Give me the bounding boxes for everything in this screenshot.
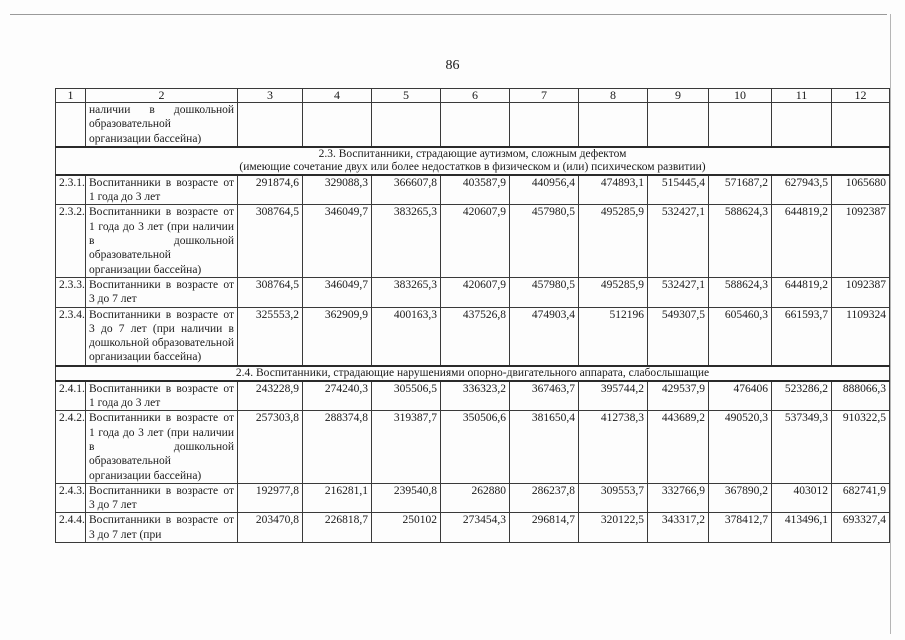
value-cell: 512196 — [579, 307, 648, 366]
row-number: 2.4.1. — [56, 381, 86, 411]
section-title — [56, 147, 890, 175]
value-cell: 437526,8 — [441, 307, 510, 366]
row-number: 2.4.4. — [56, 513, 86, 543]
value-cell: 588624,3 — [709, 277, 772, 307]
row-description: Воспитанники в возрасте от 3 до 7 лет (при — [86, 513, 238, 543]
value-cell: 495285,9 — [579, 277, 648, 307]
section-title — [56, 366, 890, 381]
value-cell: 440956,4 — [510, 175, 579, 205]
section-title-line: 2.3. Воспитанники, страдающие аутизмом, сложным дефектом — [318, 147, 627, 160]
value-cell: 216281,1 — [303, 483, 372, 513]
value-cell: 325553,2 — [238, 307, 303, 366]
value-cell — [510, 103, 579, 147]
table-row — [56, 175, 890, 205]
value-cell: 627943,5 — [772, 175, 832, 205]
value-cell: 537349,3 — [772, 411, 832, 483]
value-cell: 420607,9 — [441, 277, 510, 307]
header-cell: 3 — [238, 89, 303, 103]
value-cell: 523286,2 — [772, 381, 832, 411]
value-cell: 1092387 — [832, 277, 890, 307]
value-cell: 403012 — [772, 483, 832, 513]
value-cell — [832, 103, 890, 147]
value-cell: 296814,7 — [510, 513, 579, 543]
value-cell: 362909,9 — [303, 307, 372, 366]
value-cell: 1109324 — [832, 307, 890, 366]
value-cell: 346049,7 — [303, 277, 372, 307]
row-number: 2.3.3. — [56, 277, 86, 307]
value-cell: 400163,3 — [372, 307, 441, 366]
value-cell: 474903,4 — [510, 307, 579, 366]
table-row — [56, 277, 890, 307]
row-number: 2.3.4. — [56, 307, 86, 366]
value-cell: 532427,1 — [648, 277, 709, 307]
row-description: Воспитанники в возрасте от 3 до 7 лет (при наличии в дошкольной образовательной организации бассейна) — [86, 307, 238, 366]
table-row — [56, 381, 890, 411]
row-number: 2.4.2. — [56, 411, 86, 483]
value-cell: 274240,3 — [303, 381, 372, 411]
value-cell: 346049,7 — [303, 205, 372, 277]
value-cell — [372, 103, 441, 147]
value-cell: 412738,3 — [579, 411, 648, 483]
value-cell: 413496,1 — [772, 513, 832, 543]
row-description: Воспитанники в возрасте от 1 года до 3 лет — [86, 175, 238, 205]
value-cell: 429537,9 — [648, 381, 709, 411]
value-cell — [579, 103, 648, 147]
value-cell: 693327,4 — [832, 513, 890, 543]
value-cell — [709, 103, 772, 147]
value-cell — [238, 103, 303, 147]
section-row — [56, 366, 890, 381]
row-description: Воспитанники в возрасте от 3 до 7 лет — [86, 483, 238, 513]
value-cell: 383265,3 — [372, 277, 441, 307]
table-header — [56, 89, 890, 103]
value-cell: 286237,8 — [510, 483, 579, 513]
value-cell: 532427,1 — [648, 205, 709, 277]
row-number: 2.3.1. — [56, 175, 86, 205]
value-cell: 273454,3 — [441, 513, 510, 543]
value-cell — [648, 103, 709, 147]
value-cell: 443689,2 — [648, 411, 709, 483]
header-cell: 12 — [832, 89, 890, 103]
value-cell: 192977,8 — [238, 483, 303, 513]
row-description: Воспитанники в возрасте от 3 до 7 лет — [86, 277, 238, 307]
value-cell: 495285,9 — [579, 205, 648, 277]
value-cell: 549307,5 — [648, 307, 709, 366]
value-cell: 332766,9 — [648, 483, 709, 513]
table-row — [56, 513, 890, 543]
value-cell: 309553,7 — [579, 483, 648, 513]
header-cell: 11 — [772, 89, 832, 103]
value-cell: 1065680 — [832, 175, 890, 205]
value-cell: 308764,5 — [238, 277, 303, 307]
value-cell: 250102 — [372, 513, 441, 543]
value-cell: 588624,3 — [709, 205, 772, 277]
value-cell: 515445,4 — [648, 175, 709, 205]
table-row — [56, 205, 890, 277]
header-row — [56, 89, 890, 103]
value-cell: 1092387 — [832, 205, 890, 277]
value-cell: 243228,9 — [238, 381, 303, 411]
value-cell: 644819,2 — [772, 205, 832, 277]
value-cell: 490520,3 — [709, 411, 772, 483]
value-cell: 571687,2 — [709, 175, 772, 205]
value-cell: 378412,7 — [709, 513, 772, 543]
section-title-line: 2.4. Воспитанники, страдающие нарушениями опорно-двигательного аппарата, слабослышащие — [235, 366, 710, 379]
value-cell — [303, 103, 372, 147]
table-row — [56, 411, 890, 483]
table-row — [56, 483, 890, 513]
table-body — [56, 103, 890, 543]
value-cell: 661593,7 — [772, 307, 832, 366]
value-cell: 343317,2 — [648, 513, 709, 543]
row-number — [56, 103, 86, 147]
value-cell: 288374,8 — [303, 411, 372, 483]
row-description: Воспитанники в возрасте от 1 года до 3 лет (при наличии в дошкольной образовательной организации бассейна) — [86, 205, 238, 277]
header-cell: 7 — [510, 89, 579, 103]
value-cell: 329088,3 — [303, 175, 372, 205]
value-cell: 457980,5 — [510, 205, 579, 277]
scan-edge-right — [890, 14, 891, 634]
header-cell: 1 — [56, 89, 86, 103]
header-cell: 4 — [303, 89, 372, 103]
header-cell: 5 — [372, 89, 441, 103]
section-row — [56, 147, 890, 175]
value-cell: 350506,6 — [441, 411, 510, 483]
value-cell: 308764,5 — [238, 205, 303, 277]
row-description: Воспитанники в возрасте от 1 года до 3 лет — [86, 381, 238, 411]
value-cell: 644819,2 — [772, 277, 832, 307]
row-number: 2.4.3. — [56, 483, 86, 513]
value-cell: 474893,1 — [579, 175, 648, 205]
value-cell: 888066,3 — [832, 381, 890, 411]
value-cell: 605460,3 — [709, 307, 772, 366]
table-row — [56, 103, 890, 147]
value-cell: 239540,8 — [372, 483, 441, 513]
section-title-line: (имеющие сочетание двух или более недостатков в физическом и (или) психическом развитии) — [239, 160, 706, 173]
value-cell: 320122,5 — [579, 513, 648, 543]
value-cell: 403587,9 — [441, 175, 510, 205]
value-cell: 457980,5 — [510, 277, 579, 307]
header-cell: 10 — [709, 89, 772, 103]
value-cell: 910322,5 — [832, 411, 890, 483]
value-cell: 366607,8 — [372, 175, 441, 205]
table-row — [56, 307, 890, 366]
scan-edge-top — [10, 14, 887, 15]
value-cell: 203470,8 — [238, 513, 303, 543]
row-description: наличии в дошкольной образовательной организации бассейна) — [86, 103, 238, 147]
page-number: 86 — [445, 58, 460, 73]
header-cell: 8 — [579, 89, 648, 103]
value-cell: 682741,9 — [832, 483, 890, 513]
header-cell: 2 — [86, 89, 238, 103]
value-cell — [772, 103, 832, 147]
value-cell: 381650,4 — [510, 411, 579, 483]
value-cell: 336323,2 — [441, 381, 510, 411]
value-cell: 367890,2 — [709, 483, 772, 513]
value-cell: 319387,7 — [372, 411, 441, 483]
value-cell — [441, 103, 510, 147]
header-cell: 6 — [441, 89, 510, 103]
value-cell: 262880 — [441, 483, 510, 513]
row-number: 2.3.2. — [56, 205, 86, 277]
value-cell: 226818,7 — [303, 513, 372, 543]
value-cell: 383265,3 — [372, 205, 441, 277]
header-cell: 9 — [648, 89, 709, 103]
value-cell: 257303,8 — [238, 411, 303, 483]
value-cell: 476406 — [709, 381, 772, 411]
value-cell: 305506,5 — [372, 381, 441, 411]
value-cell: 291874,6 — [238, 175, 303, 205]
row-description: Воспитанники в возрасте от 1 года до 3 лет (при наличии в дошкольной образовательной организации бассейна) — [86, 411, 238, 483]
value-cell: 395744,2 — [579, 381, 648, 411]
value-cell: 367463,7 — [510, 381, 579, 411]
cost-table — [55, 88, 890, 543]
value-cell: 420607,9 — [441, 205, 510, 277]
